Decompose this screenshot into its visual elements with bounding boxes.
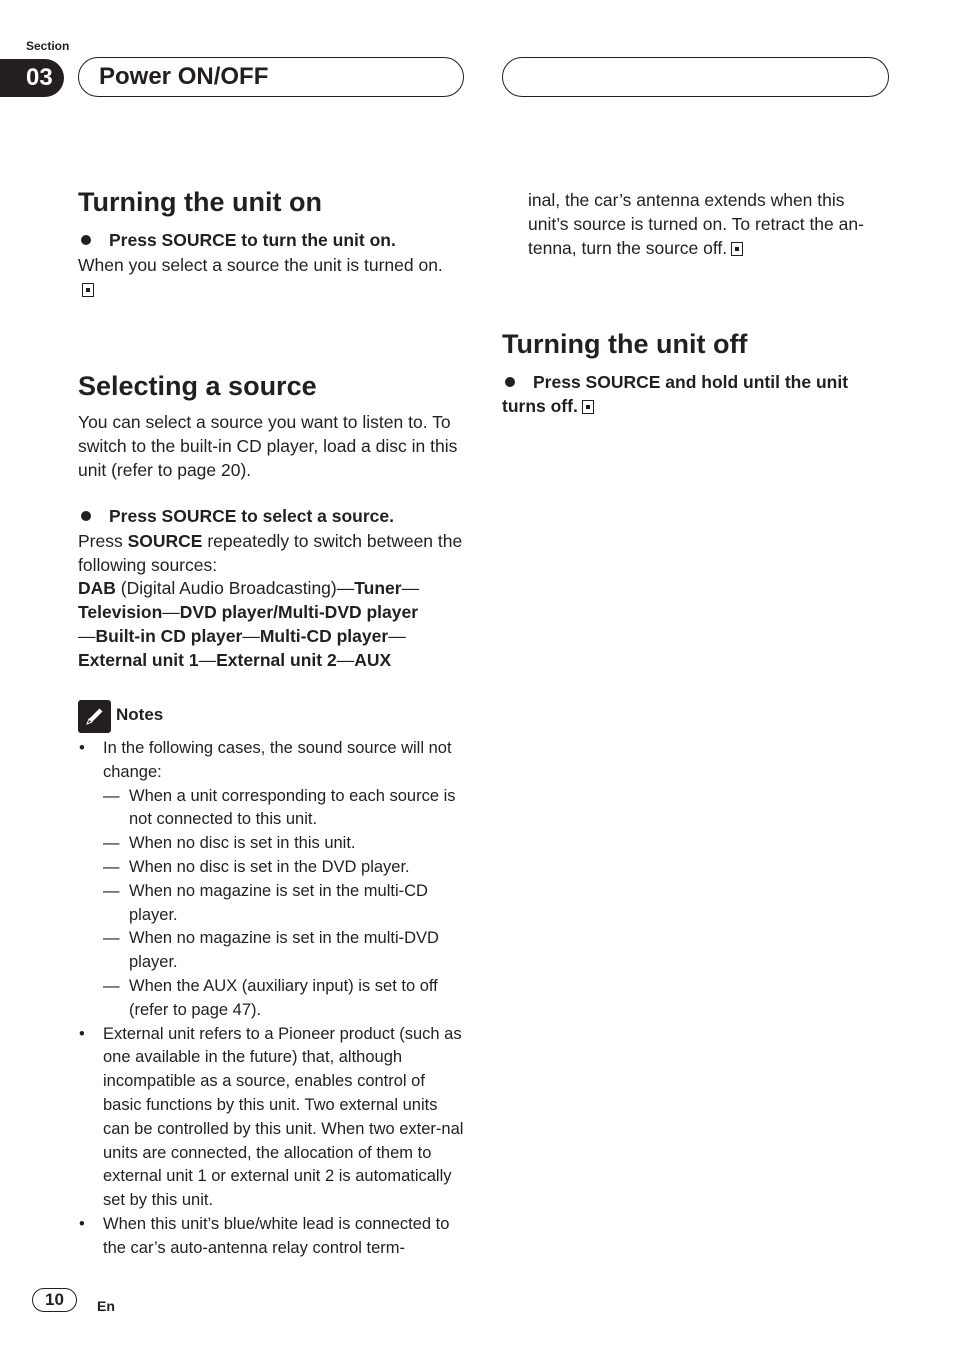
turning-on-step xyxy=(78,228,468,252)
note-sub-item: — When no magazine is set in the multi-DVD player. xyxy=(103,927,466,975)
bullet-dot-icon xyxy=(81,511,91,521)
page-number: 10 xyxy=(32,1288,77,1312)
press-prefix: Press xyxy=(78,531,128,551)
source-dab: DAB xyxy=(78,578,116,598)
turning-off-heading: Turning the unit off xyxy=(502,329,748,359)
turning-on-body-text: When you select a source the unit is turned on. xyxy=(78,255,443,275)
source-dab-note: (Digital Audio Broadcasting) xyxy=(115,578,337,598)
source-tuner: Tuner xyxy=(354,578,402,598)
bullet-dot-icon xyxy=(81,235,91,245)
pencil-icon xyxy=(78,700,111,733)
turning-off-step-text: Press SOURCE and hold until the unit turns off. xyxy=(502,372,849,416)
source-separator: — xyxy=(78,626,96,646)
source-sequence xyxy=(78,576,468,672)
turning-on-body xyxy=(78,253,453,301)
source-aux: AUX xyxy=(354,650,392,670)
note-sub-item: — When the AUX (auxiliary input) is set to off (refer to page 47). xyxy=(103,975,466,1023)
source-separator: — xyxy=(336,578,355,598)
source-external-unit-2: External unit 2 xyxy=(216,650,337,670)
header-blank-box xyxy=(502,57,889,97)
section-number-tab: 03 xyxy=(0,59,64,97)
source-separator: — xyxy=(401,578,420,598)
press-suffix: repeatedly to switch between the following sources: xyxy=(78,531,463,575)
selecting-press-text xyxy=(78,529,463,577)
turning-on-heading: Turning the unit on xyxy=(78,187,322,217)
selecting-intro: You can select a source you want to listen to. To switch to the built-in CD player, load a disc in this unit (refer to page 20). xyxy=(78,412,458,480)
note-item-1-text: In the following cases, the sound source will not change: xyxy=(103,739,452,781)
source-separator: — xyxy=(198,650,217,670)
turning-on-step-text: Press SOURCE to turn the unit on. xyxy=(109,230,396,250)
bullet-dot-icon xyxy=(505,377,515,387)
note-sub-item: — When no disc is set in this unit. xyxy=(103,832,466,856)
selecting-step xyxy=(78,504,468,528)
section-label: Section xyxy=(26,39,70,53)
source-separator: — xyxy=(388,626,406,646)
selecting-heading: Selecting a source xyxy=(78,371,317,401)
antenna-note-text: inal, the car’s antenna extends when this unit’s source is turned on. To retract the an-tenna, turn the source off. xyxy=(528,190,864,258)
note-sub-item: — When a unit corresponding to each source is not connected to this unit. xyxy=(103,785,466,833)
source-dvd: DVD player/Multi-DVD player xyxy=(179,602,419,622)
source-multi-cd: Multi-CD player xyxy=(259,626,389,646)
note-item xyxy=(78,737,466,1023)
note-sub-list xyxy=(103,785,466,1023)
end-mark-icon xyxy=(582,400,594,414)
press-source-keyword: SOURCE xyxy=(127,531,203,551)
source-builtin-cd: Built-in CD player xyxy=(95,626,243,646)
chapter-title: Power ON/OFF xyxy=(78,57,464,97)
notes-list xyxy=(78,737,466,1261)
note-sub-item: — When no magazine is set in the multi-CD player. xyxy=(103,880,466,928)
language-label: En xyxy=(97,1298,115,1314)
note-item: • External unit refers to a Pioneer product (such as one available in the future) that, although incompatible as a source, enables control of basic functions by this unit. Two external units can be controlled by this unit. When two exter-nal units are connected, the allocation of them to external unit 1 or external unit 2 is automatically set by this unit. xyxy=(78,1023,466,1213)
note-item: • When this unit’s blue/white lead is connected to the car’s auto-antenna relay control term- xyxy=(78,1213,466,1261)
end-mark-icon xyxy=(82,283,94,297)
end-mark-icon xyxy=(731,242,743,256)
turning-off-step xyxy=(502,370,882,418)
source-external-unit-1: External unit 1 xyxy=(78,650,199,670)
selecting-step-text: Press SOURCE to select a source. xyxy=(109,506,394,526)
antenna-note-continued xyxy=(528,188,873,260)
notes-title: Notes xyxy=(116,705,164,724)
source-separator: — xyxy=(242,626,260,646)
source-separator: — xyxy=(162,602,180,622)
source-separator: — xyxy=(336,650,355,670)
note-sub-item: — When no disc is set in the DVD player. xyxy=(103,856,466,880)
source-television: Television xyxy=(78,602,163,622)
